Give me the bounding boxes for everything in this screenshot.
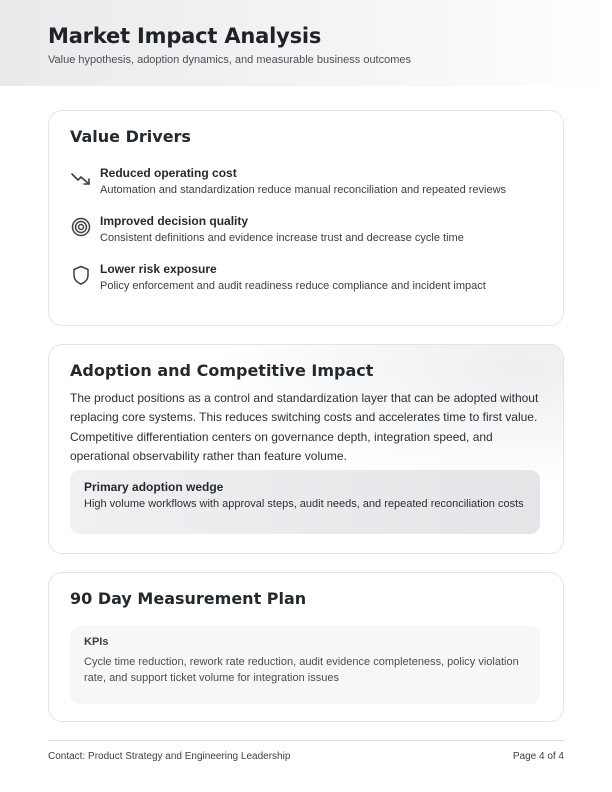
value-driver-description: Automation and standardization reduce manual reconciliation and repeated reviews [100, 184, 507, 196]
value-driver-title: Reduced operating cost [100, 166, 237, 180]
callout-title: Primary adoption wedge [84, 480, 224, 494]
measurement-title: 90 Day Measurement Plan [70, 589, 307, 608]
page-title: Market Impact Analysis [48, 24, 322, 48]
target-icon [70, 216, 92, 238]
value-drivers-card [48, 110, 564, 326]
page-header [0, 0, 612, 86]
adoption-callout [70, 470, 540, 534]
value-driver-item [70, 166, 550, 202]
kpi-description: Cycle time reduction, rework rate reduction, audit evidence completeness, policy violation rate, and support ticket volume for integration issues [84, 656, 519, 684]
kpi-box [70, 626, 540, 704]
callout-description: High volume workflows with approval steps, audit needs, and repeated reconciliation costs [84, 498, 524, 510]
page-subtitle: Value hypothesis, adoption dynamics, and measurable business outcomes [48, 54, 412, 66]
trending-down-icon [70, 168, 92, 190]
adoption-card [48, 344, 564, 554]
adoption-title: Adoption and Competitive Impact [70, 361, 374, 380]
page-number: Page 4 of 4 [512, 751, 564, 762]
value-driver-item [70, 214, 550, 250]
value-driver-description: Consistent definitions and evidence increase trust and decrease cycle time [100, 232, 464, 244]
value-driver-description: Policy enforcement and audit readiness reduce compliance and incident impact [100, 280, 486, 292]
value-driver-title: Improved decision quality [100, 214, 249, 228]
measurement-card [48, 572, 564, 722]
footer-divider [48, 740, 564, 741]
adoption-paragraph: The product positions as a control and standardization layer that can be adopted without replacing core systems. This reduces switching costs and accelerates time to first value. Competitive differentiation centers on governance depth, integration speed, and operational observability rather than feature volume. [70, 391, 539, 463]
footer-contact: Contact: Product Strategy and Engineering Leadership [48, 751, 291, 762]
kpi-title: KPIs [84, 636, 109, 648]
value-driver-title: Lower risk exposure [100, 262, 217, 276]
value-drivers-title: Value Drivers [70, 127, 191, 146]
shield-icon [70, 264, 92, 286]
value-driver-item [70, 262, 550, 298]
